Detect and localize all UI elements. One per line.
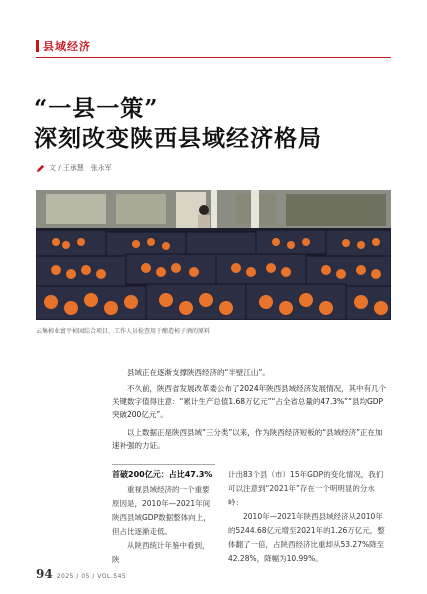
left-column-paragraph-1: 重视县域经济的一个重要原因是，2010年—2021年间陕西县域GDP数据整体向上，但占比逐渐走低。 xyxy=(112,485,211,536)
section-label: 县域经济 xyxy=(43,40,91,53)
persimmon-warehouse-image xyxy=(36,190,391,320)
section-tag xyxy=(36,38,91,54)
intro-paragraph-1: 县域正在逐渐支撑陕西经济的“半壁江山”。 xyxy=(127,368,270,377)
issue-info: 2025 / 05 / VOL.545 xyxy=(56,573,127,580)
intro-paragraph-3: 以上数据正是陕西县域“三分类”以来，作为陕西经济短板的“县域经济”正在加速补强的力证。 xyxy=(112,428,383,450)
section-marker xyxy=(36,40,39,52)
photo-caption: 云集柿业富平柿园综合项目，工作人员检查用于酿造柿子酒的原料 xyxy=(36,328,211,335)
article-photo xyxy=(36,190,391,320)
byline xyxy=(36,163,112,173)
page-number: 94 xyxy=(36,567,53,581)
left-column-paragraph-2: 从陕西统计年鉴中看到，陕 xyxy=(112,541,210,564)
section-divider xyxy=(36,57,391,58)
pen-icon xyxy=(36,164,45,173)
right-column-paragraph-1: 计出83个县（市）15年GDP的变化情况，我们可以注意到“2021年”存在一个明明显的分水岭： xyxy=(228,470,384,507)
right-column xyxy=(228,468,386,566)
article-title-line-1: “一县一策” xyxy=(34,95,159,122)
article-title-line-2: 深刻改变陕西县域经济格局 xyxy=(34,125,322,152)
byline-text: 文 / 王承慧 张永军 xyxy=(49,164,112,172)
right-column-paragraph-2: 2010年—2021年陕西县域经济从2010年的5244.68亿元增至2021年的1.26万亿元，整体翻了一倍，占陕西经济比重却从53.27%降至42.28%，降幅为10.99%。 xyxy=(228,512,385,563)
intro-paragraph-2: 不久前，陕西省发展改革委公布了2024年陕西县域经济发展情况，其中有几个关键数字值得注意：“累计生产总值1.68万亿元”“占全省总量的47.3%”“县均GDP突破200亿元”。 xyxy=(112,384,387,419)
page-footer xyxy=(36,567,126,581)
column-divider xyxy=(112,464,215,465)
left-column xyxy=(112,468,215,567)
subsection-heading: 首破200亿元：占比47.3% xyxy=(112,470,213,479)
